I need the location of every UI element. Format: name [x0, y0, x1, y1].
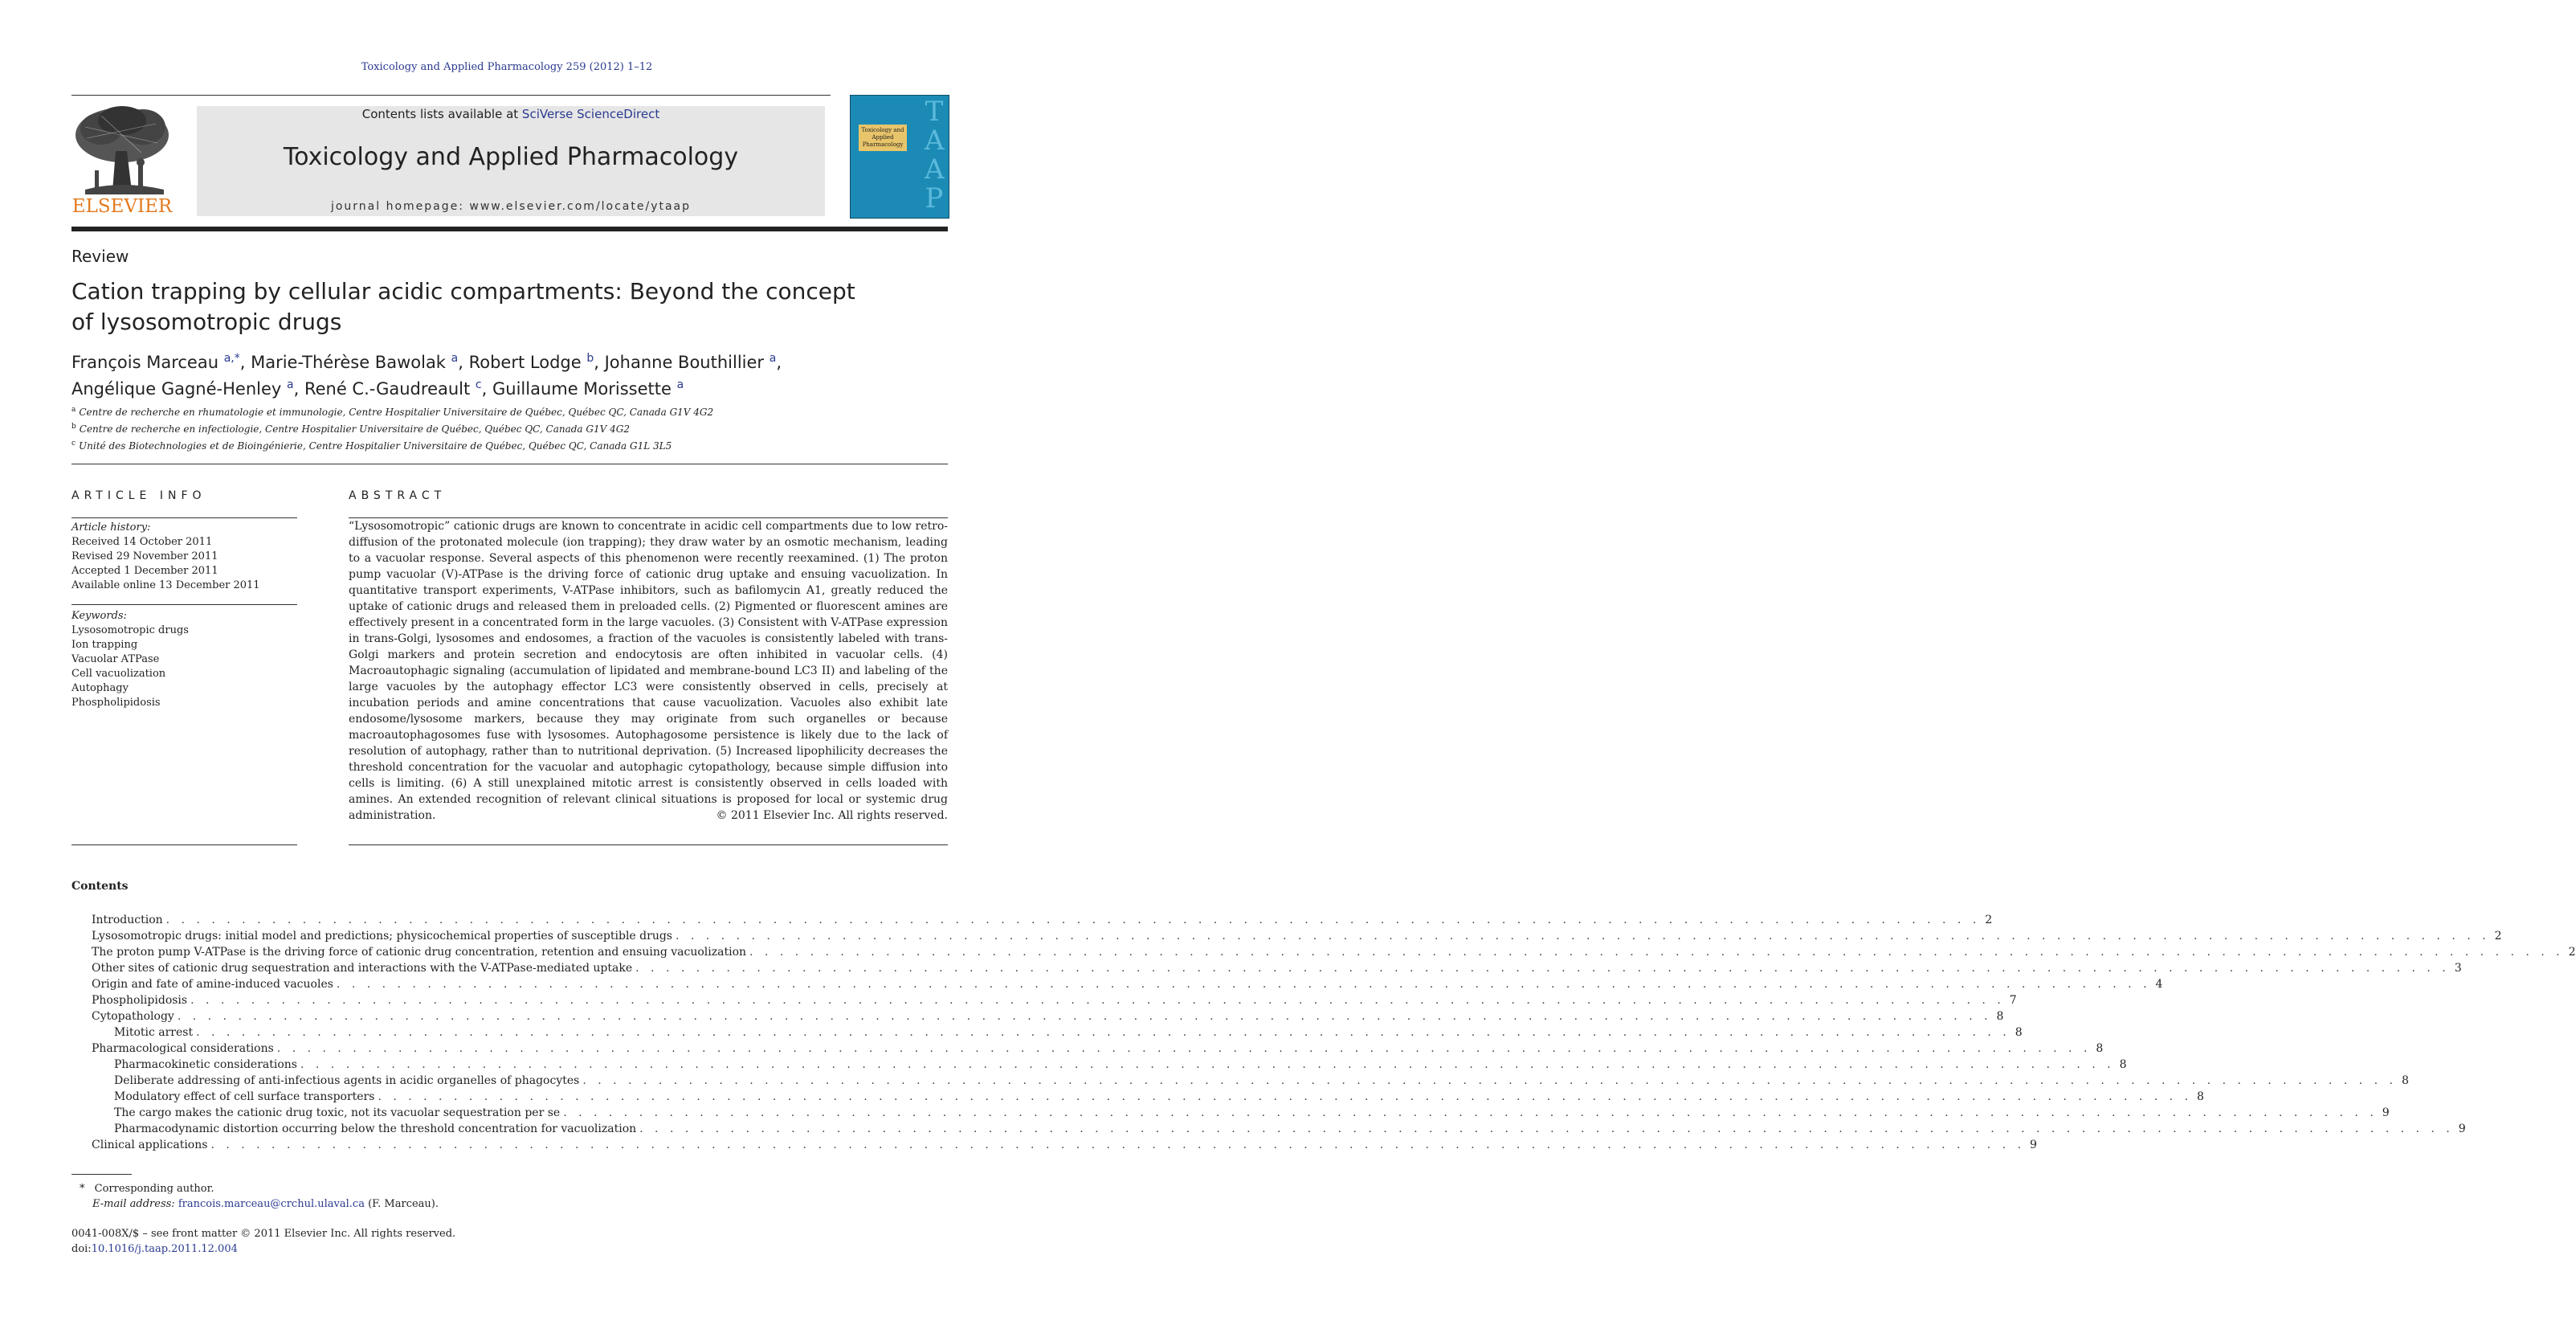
- abstract-bottom-rule: [349, 844, 948, 845]
- author-affiliation-mark[interactable]: a: [287, 378, 294, 391]
- toc-entry[interactable]: [92, 928, 2502, 944]
- info-bottom-rule: [71, 844, 297, 845]
- toc-leader-dots: . . . . . . . . . . . . . . . . . . . . . . . . . . . . . . . . . . . . . . . . . . . . . . . . . . . . . . . . . . . . . . . . . . . . . . . . . . . . . . . . . . . . . . . . . . . . . . . . . . . . . . . . . . . . . . . . . . . . . . . .: [563, 1106, 2378, 1119]
- toc-leader-dots: . . . . . . . . . . . . . . . . . . . . . . . . . . . . . . . . . . . . . . . . . . . . . . . . . . . . . . . . . . . . . . . . . . . . . . . . . . . . . . . . . . . . . . . . . . . . . . . . . . . . . . . . . . . . . . . . . . . . . . . .: [177, 1010, 1992, 1023]
- toc-title[interactable]: Pharmacokinetic considerations: [114, 1058, 297, 1071]
- article-title: Cation trapping by cellular acidic compartments: Beyond the concept of lysosomotropic drugs: [71, 278, 855, 335]
- author[interactable]: [492, 379, 684, 399]
- keyword: Cell vacuolization: [71, 668, 166, 680]
- toc-title[interactable]: Origin and fate of amine-induced vacuoles: [92, 978, 333, 991]
- toc-title[interactable]: Other sites of cationic drug sequestration and interactions with the V-ATPase-mediated uptake: [92, 962, 633, 975]
- top-rule: [71, 95, 831, 96]
- toc-page-number[interactable]: 9: [2030, 1139, 2037, 1151]
- toc-title[interactable]: Pharmacodynamic distortion occurring below the threshold concentration for vacuolization: [114, 1122, 637, 1135]
- toc-page-number[interactable]: 8: [2015, 1026, 2023, 1039]
- footnote-rule: [71, 1174, 132, 1175]
- email-line: [80, 1196, 439, 1212]
- toc-leader-dots: . . . . . . . . . . . . . . . . . . . . . . . . . . . . . . . . . . . . . . . . . . . . . . . . . . . . . . . . . . . . . . . . . . . . . . . . . . . . . . . . . . . . . . . . . . . . . . . . . . . . . . . . . . . . . . . . . . . . . . . .: [582, 1074, 2397, 1087]
- history-entry: Revised 29 November 2011: [71, 550, 218, 562]
- affiliation: [71, 419, 713, 436]
- footnote: [80, 1181, 439, 1212]
- abstract-copyright: © 2011 Elsevier Inc. All rights reserved.: [716, 809, 948, 822]
- keyword-list: [71, 624, 296, 710]
- keywords-label: Keywords:: [71, 610, 127, 622]
- author-name[interactable]: Marie-Thérèse Bawolak: [251, 353, 446, 372]
- publisher-wordmark: ELSEVIER: [71, 196, 173, 217]
- toc-title[interactable]: Pharmacological considerations: [92, 1042, 274, 1055]
- toc-entry[interactable]: [92, 976, 2163, 992]
- toc-page-number[interactable]: 2: [2568, 946, 2576, 959]
- toc-entry[interactable]: [92, 960, 2462, 976]
- toc-entry[interactable]: [92, 1041, 2104, 1057]
- author-name[interactable]: René C.-Gaudreault: [304, 379, 471, 399]
- toc-entry[interactable]: [92, 1105, 2390, 1121]
- toc-title[interactable]: The cargo makes the cationic drug toxic, not its vacuolar sequestration per se: [114, 1106, 561, 1119]
- abstract-text: “Lysosomotropic” cationic drugs are known to concentrate in acidic cell compartments due to low retro-diffusion of the protonated molecule (ion trapping); they draw water by an osmotic mechanism, leading to a vacuolar response. Several aspects of this phenomenon were recently reexamined. (1) The proton pump vacuolar (V)-ATPase is the driving force of cationic drug uptake and ensuing vacuolization. In quantitative transport experiments, V-ATPase inhibitors, such as bafilomycin A1, greatly reduced the uptake of cationic drugs and released them in preloaded cells. (2) Pigmented or fluorescent amines are effectively present in a concentrated form in the large vacuoles. (3) Consistent with V-ATPase expression in trans-Golgi, lysosomes and endosomes, a fraction of the vacuoles is consistently labeled with trans-Golgi markers and protein secretion and endocytosis are often inhibited in vacuolar cells. (4) Macroautophagic signaling (accumulation of lipidated and membrane-bound LC3 II) and labeling of the large vacuoles by the autophagy effector LC3 were consistently observed in cells, precisely at incubation periods and amine concentrations that cause vacuolization. Vacuoles also exhibit late endosome/lysosome markers, because they may originate from such organelles or because macroautophagosomes fuse with lysosomes. Autophagosome persistence is likely due to the lack of resolution of autophagy, rather than to nutritional deprivation. (5) Increased lipophilicity decreases the threshold concentration for the vacuolar and autophagic cytopathology, because simple diffusion into cells is limiting. (6) A still unexplained mitotic arrest is consistently observed in cells loaded with amines. An extended recognition of relevant clinical situations is proposed for local or systemic drug administration.: [349, 520, 948, 822]
- toc-entry[interactable]: [92, 912, 1993, 928]
- author[interactable]: [469, 353, 594, 372]
- toc-entry[interactable]: [92, 1089, 2204, 1105]
- toc-title[interactable]: Mitotic arrest: [114, 1026, 194, 1039]
- author-affiliation-mark[interactable]: a: [676, 378, 684, 391]
- author-affiliation-mark[interactable]: a,*: [223, 352, 240, 365]
- toc-entry[interactable]: [92, 1024, 2023, 1041]
- article-info: [71, 521, 296, 593]
- toc-page-number[interactable]: 9: [2382, 1106, 2390, 1119]
- toc-page-number[interactable]: 7: [2009, 994, 2017, 1007]
- toc-leader-dots: . . . . . . . . . . . . . . . . . . . . . . . . . . . . . . . . . . . . . . . . . . . . . . . . . . . . . . . . . . . . . . . . . . . . . . . . . . . . . . . . . . . . . . . . . . . . . . . . . . . . . . . . . . . . . . . . . . . . . . . .: [675, 930, 2490, 943]
- toc-entry[interactable]: [92, 1057, 2127, 1073]
- toc-entry[interactable]: [92, 1008, 2004, 1024]
- toc-title[interactable]: Cytopathology: [92, 1010, 174, 1023]
- abstract-heading: ABSTRACT: [349, 489, 447, 502]
- toc-entry[interactable]: [92, 992, 2017, 1008]
- toc-entry[interactable]: [92, 1121, 2466, 1137]
- journal-name: Toxicology and Applied Pharmacology: [283, 143, 739, 171]
- author-name[interactable]: Johanne Bouthillier: [604, 353, 765, 372]
- author[interactable]: [605, 353, 777, 372]
- toc-title[interactable]: Clinical applications: [92, 1139, 208, 1151]
- affiliation: [71, 436, 713, 453]
- toc-entry[interactable]: [92, 1137, 2037, 1153]
- affiliation-text: Centre de recherche en infectiologie, Centre Hospitalier Universitaire de Québec, Québec QC, Canada G1V 4G2: [79, 423, 630, 435]
- section-type: Review: [71, 247, 129, 266]
- contents-availability: [197, 107, 825, 121]
- history-label: Article history:: [71, 521, 151, 534]
- toc-entry[interactable]: [92, 1073, 2409, 1089]
- author-affiliation-mark[interactable]: a: [769, 352, 777, 365]
- history-list: [71, 535, 296, 593]
- toc-leader-dots: . . . . . . . . . . . . . . . . . . . . . . . . . . . . . . . . . . . . . . . . . . . . . . . . . . . . . . . . . . . . . . . . . . . . . . . . . . . . . . . . . . . . . . . . . . . . . . . . . . . . . . . . . . . . . . . . . . . . . . . .: [749, 946, 2564, 959]
- journal-cover[interactable]: [850, 95, 949, 219]
- journal-homepage[interactable]: journal homepage: www.elsevier.com/locate/ytaap: [330, 200, 692, 213]
- footnote-star: *: [80, 1183, 85, 1195]
- keyword: Ion trapping: [71, 639, 138, 651]
- author-affiliation-mark[interactable]: b: [586, 352, 594, 365]
- email-label: E-mail address:: [92, 1198, 175, 1210]
- history-entry: Received 14 October 2011: [71, 536, 213, 548]
- toc-leader-dots: . . . . . . . . . . . . . . . . . . . . . . . . . . . . . . . . . . . . . . . . . . . . . . . . . . . . . . . . . . . . . . . . . . . . . . . . . . . . . . . . . . . . . . . . . . . . . . . . . . . . . . . . . . . . . . . . . . . . . . . .: [336, 978, 2151, 991]
- cover-letters: TAAP: [925, 96, 945, 215]
- toc-title[interactable]: Introduction: [92, 914, 163, 926]
- corresponding-author-label: Corresponding author.: [94, 1183, 214, 1195]
- toc-title[interactable]: Deliberate addressing of anti-infectious agents in acidic organelles of phagocytes: [114, 1074, 580, 1087]
- sciencedirect-link[interactable]: SciVerse ScienceDirect: [521, 107, 660, 121]
- affiliation: [71, 403, 713, 419]
- affiliation-list: [71, 403, 713, 453]
- journal-reference[interactable]: Toxicology and Applied Pharmacology 259 (2012) 1–12: [361, 61, 653, 73]
- elsevier-logo: [69, 103, 175, 219]
- toc-entry[interactable]: [92, 944, 2576, 960]
- toc-leader-dots: . . . . . . . . . . . . . . . . . . . . . . . . . . . . . . . . . . . . . . . . . . . . . . . . . . . . . . . . . . . . . . . . . . . . . . . . . . . . . . . . . . . . . . . . . . . . . . . . . . . . . . . . . . . . . . . . . . . . . . . .: [300, 1058, 2115, 1071]
- header-divider: [71, 227, 948, 231]
- author[interactable]: [71, 379, 294, 399]
- table-of-contents: [92, 912, 2576, 1153]
- keyword: Autophagy: [71, 682, 129, 694]
- keywords-rule: [71, 604, 297, 605]
- toc-page-number[interactable]: 2: [1985, 914, 1993, 926]
- article-info-heading: ARTICLE INFO: [71, 489, 206, 502]
- author-name[interactable]: Angélique Gagné-Henley: [71, 379, 282, 399]
- keywords-block: [71, 609, 296, 710]
- author-name[interactable]: Guillaume Morissette: [492, 379, 672, 399]
- contents-prefix: Contents lists available at: [361, 107, 522, 121]
- toc-title[interactable]: Modulatory effect of cell surface transporters: [114, 1090, 375, 1103]
- toc-page-number[interactable]: 8: [2197, 1090, 2204, 1103]
- keyword: Lysosomotropic drugs: [71, 624, 189, 636]
- cover-title-box: Toxicology and Applied Pharmacology: [859, 125, 907, 151]
- toc-page-number[interactable]: 8: [1996, 1010, 2004, 1023]
- doi-link[interactable]: 10.1016/j.taap.2011.12.004: [91, 1243, 238, 1255]
- affiliation-text: Centre de recherche en rhumatologie et immunologie, Centre Hospitalier Universitaire de Québec, Québec QC, Canada G1V 4G2: [79, 407, 714, 418]
- doi-line: [71, 1241, 455, 1257]
- affiliation-mark: b: [71, 423, 76, 431]
- toc-title[interactable]: The proton pump V-ATPase is the driving force of cationic drug concentration, retention and ensuing vacuolization: [92, 946, 747, 959]
- author-name[interactable]: Robert Lodge: [468, 353, 582, 372]
- author[interactable]: [251, 353, 458, 372]
- toc-leader-dots: . . . . . . . . . . . . . . . . . . . . . . . . . . . . . . . . . . . . . . . . . . . . . . . . . . . . . . . . . . . . . . . . . . . . . . . . . . . . . . . . . . . . . . . . . . . . . . . . . . . . . . . . . . . . . . . . . . . . . . . .: [210, 1139, 2026, 1151]
- author[interactable]: [71, 353, 240, 372]
- keyword: Vacuolar ATPase: [71, 653, 160, 665]
- affiliation-mark: c: [71, 440, 76, 448]
- history-entry: Accepted 1 December 2011: [71, 565, 218, 577]
- contents-heading: Contents: [71, 880, 129, 893]
- email-suffix: (F. Marceau).: [368, 1198, 439, 1210]
- affiliation-text: Unité des Biotechnologies et de Bioingénierie, Centre Hospitalier Universitaire de Québec, Québec QC, Canada G1L 3L5: [79, 440, 672, 452]
- front-matter: [71, 1226, 455, 1257]
- toc-leader-dots: . . . . . . . . . . . . . . . . . . . . . . . . . . . . . . . . . . . . . . . . . . . . . . . . . . . . . . . . . . . . . . . . . . . . . . . . . . . . . . . . . . . . . . . . . . . . . . . . . . . . . . . . . . . . . . . . . . . . . . . .: [276, 1042, 2092, 1055]
- toc-leader-dots: . . . . . . . . . . . . . . . . . . . . . . . . . . . . . . . . . . . . . . . . . . . . . . . . . . . . . . . . . . . . . . . . . . . . . . . . . . . . . . . . . . . . . . . . . . . . . . . . . . . . . . . . . . . . . . . . . . . . . . . .: [635, 962, 2450, 975]
- affiliation-mark: a: [71, 406, 76, 414]
- toc-leader-dots: . . . . . . . . . . . . . . . . . . . . . . . . . . . . . . . . . . . . . . . . . . . . . . . . . . . . . . . . . . . . . . . . . . . . . . . . . . . . . . . . . . . . . . . . . . . . . . . . . . . . . . . . . . . . . . . . . . . . . . . .: [639, 1122, 2454, 1135]
- toc-page-number[interactable]: 8: [2096, 1042, 2104, 1055]
- toc-page-number[interactable]: 9: [2458, 1122, 2466, 1135]
- toc-title[interactable]: Phospholipidosis: [92, 994, 188, 1007]
- author-affiliation-mark[interactable]: c: [475, 378, 482, 391]
- toc-leader-dots: . . . . . . . . . . . . . . . . . . . . . . . . . . . . . . . . . . . . . . . . . . . . . . . . . . . . . . . . . . . . . . . . . . . . . . . . . . . . . . . . . . . . . . . . . . . . . . . . . . . . . . . . . . . . . . . . . . . . . . . .: [196, 1026, 2011, 1039]
- doi-prefix: doi:: [71, 1243, 92, 1255]
- toc-page-number[interactable]: 8: [2401, 1074, 2409, 1087]
- corresponding-author-note: [80, 1181, 439, 1196]
- author-affiliation-mark[interactable]: a: [451, 352, 459, 365]
- history-entry: Available online 13 December 2011: [71, 579, 260, 591]
- toc-page-number[interactable]: 8: [2119, 1058, 2127, 1071]
- toc-page-number[interactable]: 2: [2494, 930, 2502, 943]
- author[interactable]: [304, 379, 482, 399]
- toc-leader-dots: . . . . . . . . . . . . . . . . . . . . . . . . . . . . . . . . . . . . . . . . . . . . . . . . . . . . . . . . . . . . . . . . . . . . . . . . . . . . . . . . . . . . . . . . . . . . . . . . . . . . . . . . . . . . . . . . . . . . . . . .: [378, 1090, 2193, 1103]
- issn-line: 0041-008X/$ – see front matter © 2011 Elsevier Inc. All rights reserved.: [71, 1228, 456, 1240]
- info-rule: [71, 517, 297, 518]
- author-email-link[interactable]: francois.marceau@crchul.ulaval.ca: [178, 1198, 365, 1210]
- author-list: François Marceau $^{a,*}$, Marie-Thérèse Bawolak $^a$, Robert Lodge $^b$, Johanne Bouthillier $^a$, Angélique Gagné-Henley $^a$, René C.-Gaudreault $^c$, Guillaume Morissette $^a$: [71, 352, 782, 399]
- toc-leader-dots: . . . . . . . . . . . . . . . . . . . . . . . . . . . . . . . . . . . . . . . . . . . . . . . . . . . . . . . . . . . . . . . . . . . . . . . . . . . . . . . . . . . . . . . . . . . . . . . . . . . . . . . . . . . . . . . . . . . . . . . .: [190, 994, 2005, 1007]
- keyword: Phospholipidosis: [71, 697, 161, 709]
- toc-page-number[interactable]: 4: [2155, 978, 2163, 991]
- author-name[interactable]: François Marceau: [71, 353, 219, 372]
- toc-page-number[interactable]: 3: [2454, 962, 2462, 975]
- toc-title[interactable]: Lysosomotropic drugs: initial model and predictions; physicochemical properties of susceptible drugs: [92, 930, 672, 943]
- toc-leader-dots: . . . . . . . . . . . . . . . . . . . . . . . . . . . . . . . . . . . . . . . . . . . . . . . . . . . . . . . . . . . . . . . . . . . . . . . . . . . . . . . . . . . . . . . . . . . . . . . . . . . . . . . . . . . . . . . . . . . . . . . .: [165, 914, 1981, 926]
